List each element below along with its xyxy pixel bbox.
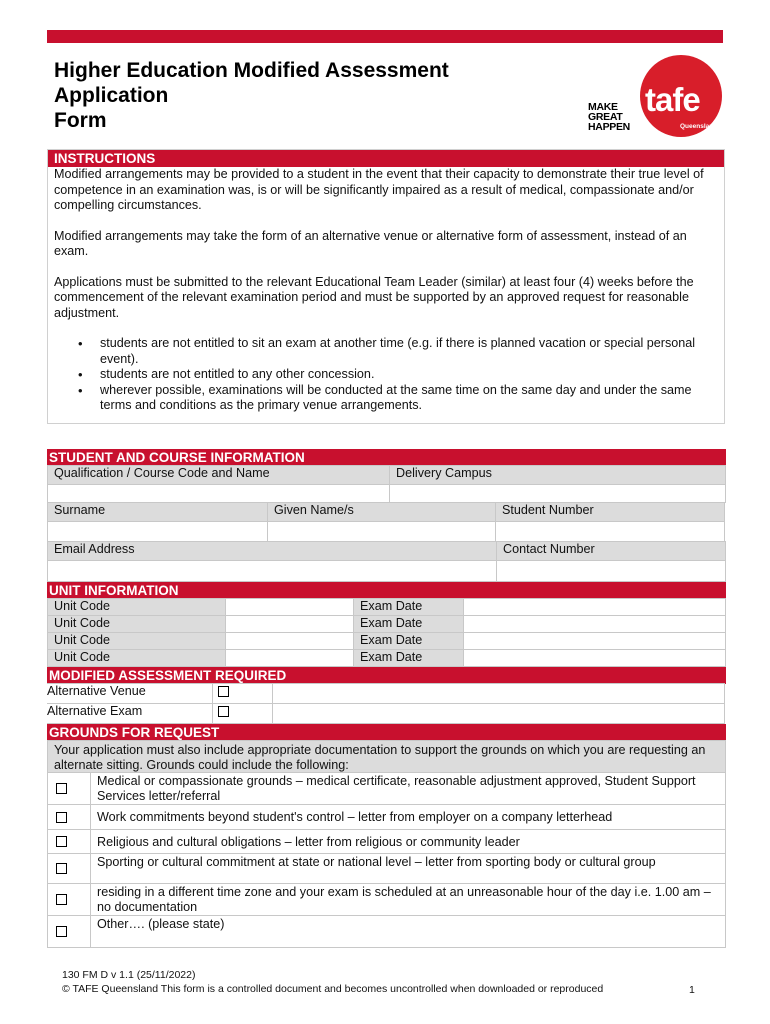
email-label: Email Address [47,541,497,561]
campus-label: Delivery Campus [389,465,726,485]
student-number-label: Student Number [495,502,725,522]
exam-date-label: Exam Date [353,632,464,650]
given-name-field[interactable] [267,521,496,542]
unit-code-label: Unit Code [47,598,226,616]
instructions-paragraph: Modified arrangements may be provided to a student in the event that their capacity to demonstrate their true level of competence in an examination was, is or will be significantly impaired as a result of medical, compassionate and/or compelling circumstances. [54,167,704,212]
footer-notice: © TAFE Queensland This form is a controlled document and becomes uncontrolled when downloaded or reproduced [62,983,604,995]
ground-checkbox-cell[interactable] [47,829,91,854]
ground-checkbox[interactable] [56,812,67,823]
exam-date-field[interactable] [463,649,726,667]
ground-item: Medical or compassionate grounds – medical certificate, reasonable adjustment approved, Student Support Services letter/referral [90,772,726,805]
unit-code-field[interactable] [225,649,354,667]
student-number-field[interactable] [495,521,725,542]
qualification-label: Qualification / Course Code and Name [47,465,390,485]
instructions-heading: INSTRUCTIONS [48,150,724,167]
unit-code-label: Unit Code [47,649,226,667]
ground-item: Sporting or cultural commitment at state or national level – letter from sporting body or cultural group [90,853,726,884]
contact-number-label: Contact Number [496,541,726,561]
instructions-paragraph: Applications must be submitted to the relevant Educational Team Leader (similar) at least four (4) weeks before the commencement of the relevant examination period and must be supported by an approved request for reasonable adjustment. [54,274,694,320]
tafe-logo [588,55,724,137]
exam-date-field[interactable] [463,615,726,633]
instructions-box [47,149,725,424]
page-title: Higher Education Modified Assessment Application Form [54,59,449,132]
unit-info-heading: UNIT INFORMATION [47,582,726,599]
unit-code-field[interactable] [225,598,354,616]
alternative-exam-label: Alternative Exam [47,703,213,724]
ground-checkbox[interactable] [56,863,67,874]
student-info-heading: STUDENT AND COURSE INFORMATION [47,449,726,466]
surname-label: Surname [47,502,268,522]
given-name-label: Given Name/s [267,502,496,522]
grounds-intro: Your application must also include appropriate documentation to support the grounds on which you are requesting an alternate sitting. Grounds could include the following: [47,740,726,773]
exam-date-field[interactable] [463,598,726,616]
ground-item: Religious and cultural obligations – letter from religious or community leader [90,829,726,854]
surname-field[interactable] [47,521,268,542]
alternative-venue-checkbox[interactable] [218,686,229,697]
alternative-exam-notes[interactable] [272,703,725,724]
logo-slogan: MAKE GREAT HAPPEN [588,101,630,133]
alternative-venue-notes[interactable] [272,683,725,704]
ground-checkbox[interactable] [56,783,67,794]
exam-date-label: Exam Date [353,615,464,633]
top-accent-bar [47,30,723,43]
ground-checkbox-cell[interactable] [47,772,91,805]
alternative-exam-checkbox[interactable] [218,706,229,717]
alternative-exam-checkbox-cell[interactable] [212,703,273,724]
instructions-bullet: • wherever possible, examinations will be conducted at the same time on the same day and under the same terms and conditions as the primary venue arrangements. [48,383,724,414]
ground-checkbox[interactable] [56,894,67,905]
ground-checkbox-cell[interactable] [47,804,91,830]
unit-code-label: Unit Code [47,615,226,633]
email-field[interactable] [47,560,497,582]
instructions-bullet: • students are not entitled to any other concession. [48,367,724,383]
ground-item-other[interactable]: Other…. (please state) [90,915,726,948]
contact-number-field[interactable] [496,560,726,582]
ground-checkbox-cell[interactable] [47,853,91,884]
grounds-heading: GROUNDS FOR REQUEST [47,724,726,741]
instructions-bullet-list [48,336,724,414]
campus-field[interactable] [389,484,726,503]
ground-checkbox-cell[interactable] [47,883,91,916]
ground-checkbox[interactable] [56,836,67,847]
document-code: 130 FM D v 1.1 (25/11/2022) [62,969,196,981]
page-number: 1 [689,984,695,996]
logo-wordmark: tafe [645,81,700,118]
exam-date-label: Exam Date [353,598,464,616]
application-form [47,449,726,948]
logo-subtitle: Queensland [680,123,718,130]
qualification-field[interactable] [47,484,390,503]
instructions-bullet: • students are not entitled to sit an exam at another time (e.g. if there is planned vacation or special personal event). [48,336,724,367]
instructions-paragraph: Modified arrangements may take the form of an alternative venue or alternative form of assessment, instead of an exam. [54,228,687,258]
alternative-venue-label: Alternative Venue [47,683,213,704]
unit-code-label: Unit Code [47,632,226,650]
alternative-venue-checkbox-cell[interactable] [212,683,273,704]
unit-code-field[interactable] [225,615,354,633]
ground-item: residing in a different time zone and your exam is scheduled at an unreasonable hour of the day i.e. 1.00 am – no documentation [90,883,726,916]
modified-assessment-heading: MODIFIED ASSESSMENT REQUIRED [47,667,726,684]
exam-date-label: Exam Date [353,649,464,667]
unit-code-field[interactable] [225,632,354,650]
ground-checkbox-cell[interactable] [47,915,91,948]
exam-date-field[interactable] [463,632,726,650]
ground-item: Work commitments beyond student's control – letter from employer on a company letterhead [90,804,726,830]
ground-checkbox[interactable] [56,926,67,937]
